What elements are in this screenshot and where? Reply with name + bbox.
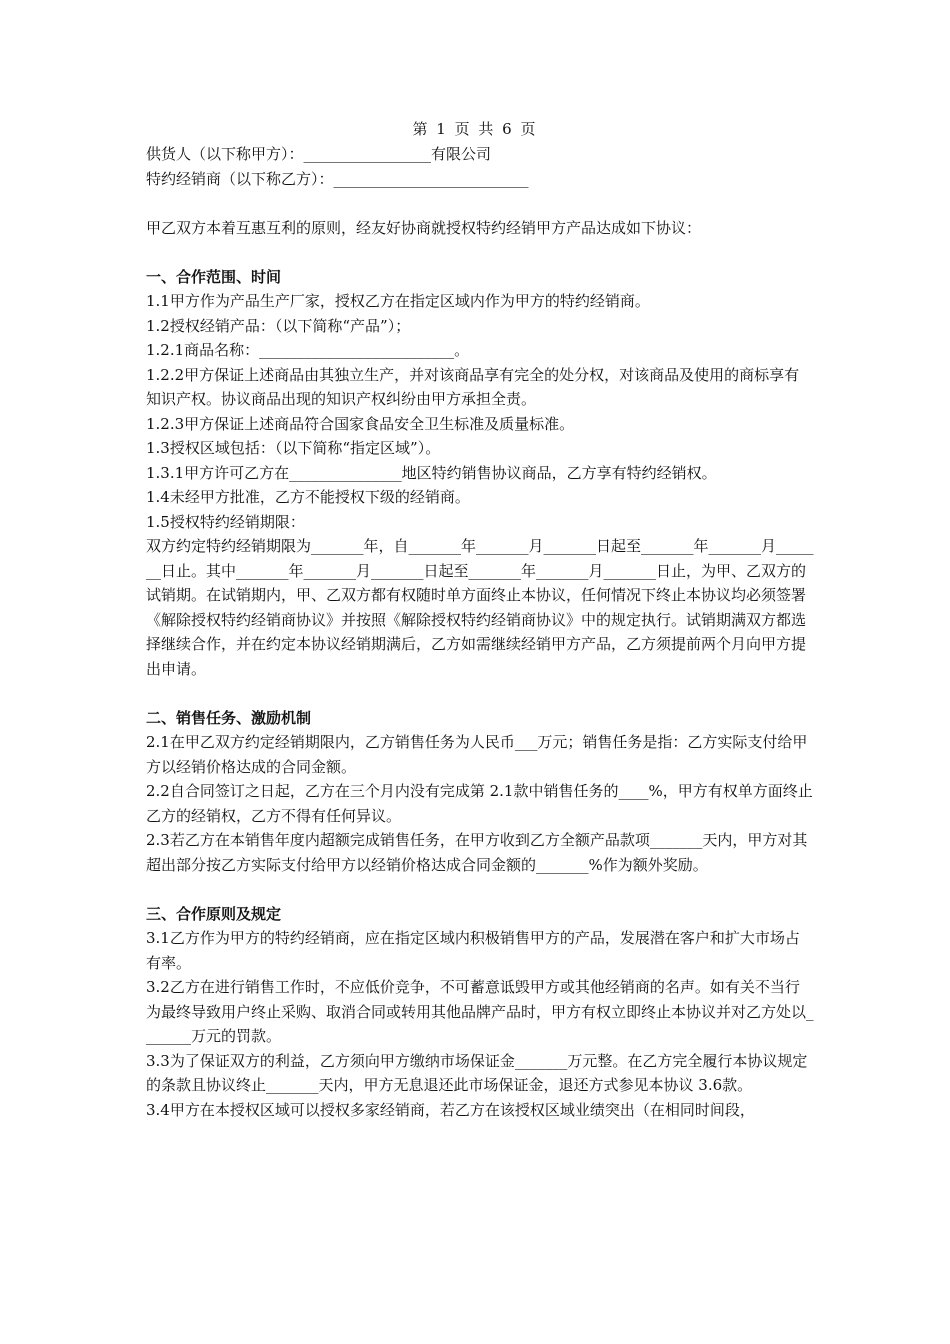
clause: 3.2乙方在进行销售工作时，不应低价竞争，不可蓄意诋毁甲方或其他经销商的名声。如有关不当行为最终导致用户终止采购、取消合同或转用其他品牌产品时，甲方有权立即终止本协议并对乙方处以_______万元的罚款。 <box>146 978 814 1045</box>
spacer <box>146 681 814 706</box>
document-body <box>146 142 814 1122</box>
section-heading: 二、销售任务、激励机制 <box>146 708 312 727</box>
clause-text: 双方约定特约经销期限为_______年，自_______年_______月_______日起至_______年_______月_______日止。其中_______年_______月_______日起至_______年_______月_______日止，为甲、乙双方的试销期。在试销期内，甲、乙双方都有权随时单方面终止本协议，任何情况下终止本协议均必须签署《解除授权特约经销商协议》并按照《解除授权特约经销商协议》中的规定执行。试销期满双方都选择继续合作，并在约定本协议经销期满后，乙方如需继续经销甲方产品，乙方须提前两个月向甲方提出申请。 <box>146 537 814 678</box>
supplier-line: 供货人（以下称甲方）：_________________有限公司 <box>146 145 492 163</box>
clause: 1.2.2甲方保证上述商品由其独立生产，并对该商品享有完全的处分权，对该商品及使用的商标享有知识产权。协议商品出现的知识产权纠纷由甲方承担全责。 <box>146 365 800 408</box>
clause: 3.4甲方在本授权区域可以授权多家经销商，若乙方在该授权区域业绩突出（在相同时间段， <box>146 1100 755 1119</box>
clause: 1.2.1商品名称：__________________________。 <box>146 341 470 359</box>
clause: 2.3若乙方在本销售年度内超额完成销售任务，在甲方收到乙方全额产品款项_______天内，甲方对其超出部分按乙方实际支付给甲方以经销价格达成合同金额的_______%作为额外奖励。 <box>146 831 808 874</box>
page-header: 第 1 页 共 6 页 <box>412 120 538 138</box>
dealer-line: 特约经销商（以下称乙方）：__________________________ <box>146 169 529 188</box>
clause: 3.1乙方作为甲方的特约经销商，应在指定区域内积极销售甲方的产品，发展潜在客户和扩大市场占有率。 <box>146 929 800 972</box>
preamble: 甲乙双方本着互惠互利的原则，经友好协商就授权特约经销甲方产品达成如下协议： <box>146 218 702 237</box>
clause: 1.1甲方作为产品生产厂家，授权乙方在指定区域内作为甲方的特约经销商。 <box>146 292 650 310</box>
spacer <box>146 240 814 265</box>
clause: 2.1在甲乙双方约定经销期限内，乙方销售任务为人民币___万元；销售任务是指：乙方实际支付给甲方以经销价格达成的合同金额。 <box>146 733 808 776</box>
clause: 1.3授权区域包括：（以下简称“指定区域”）。 <box>146 439 441 457</box>
clause: 1.2授权经销产品：（以下简称“产品”）； <box>146 316 411 335</box>
clause: 2.2自合同签订之日起，乙方在三个月内没有完成第 2.1款中销售任务的____%，甲方有权单方面终止乙方的经销权，乙方不得有任何异议。 <box>146 782 813 825</box>
spacer <box>146 191 814 216</box>
clause: 1.3.1甲方许可乙方在_______________地区特约销售协议商品，乙方享有特约经销权。 <box>146 463 717 482</box>
clause: 1.2.3甲方保证上述商品符合国家食品安全卫生标准及质量标准。 <box>146 414 575 433</box>
clause: 1.5授权特约经销期限： <box>146 512 305 531</box>
clause: 3.3为了保证双方的利益，乙方须向甲方缴纳市场保证金_______万元整。在乙方完全履行本协议规定的条款且协议终止_______天内，甲方无息退还此市场保证金，退还方式参见本协议 3.6款。 <box>146 1051 808 1094</box>
spacer <box>146 877 814 902</box>
section-heading: 一、合作范围、时间 <box>146 267 282 286</box>
section-heading: 三、合作原则及规定 <box>146 904 282 923</box>
clause: 1.4未经甲方批准，乙方不能授权下级的经销商。 <box>146 488 470 506</box>
